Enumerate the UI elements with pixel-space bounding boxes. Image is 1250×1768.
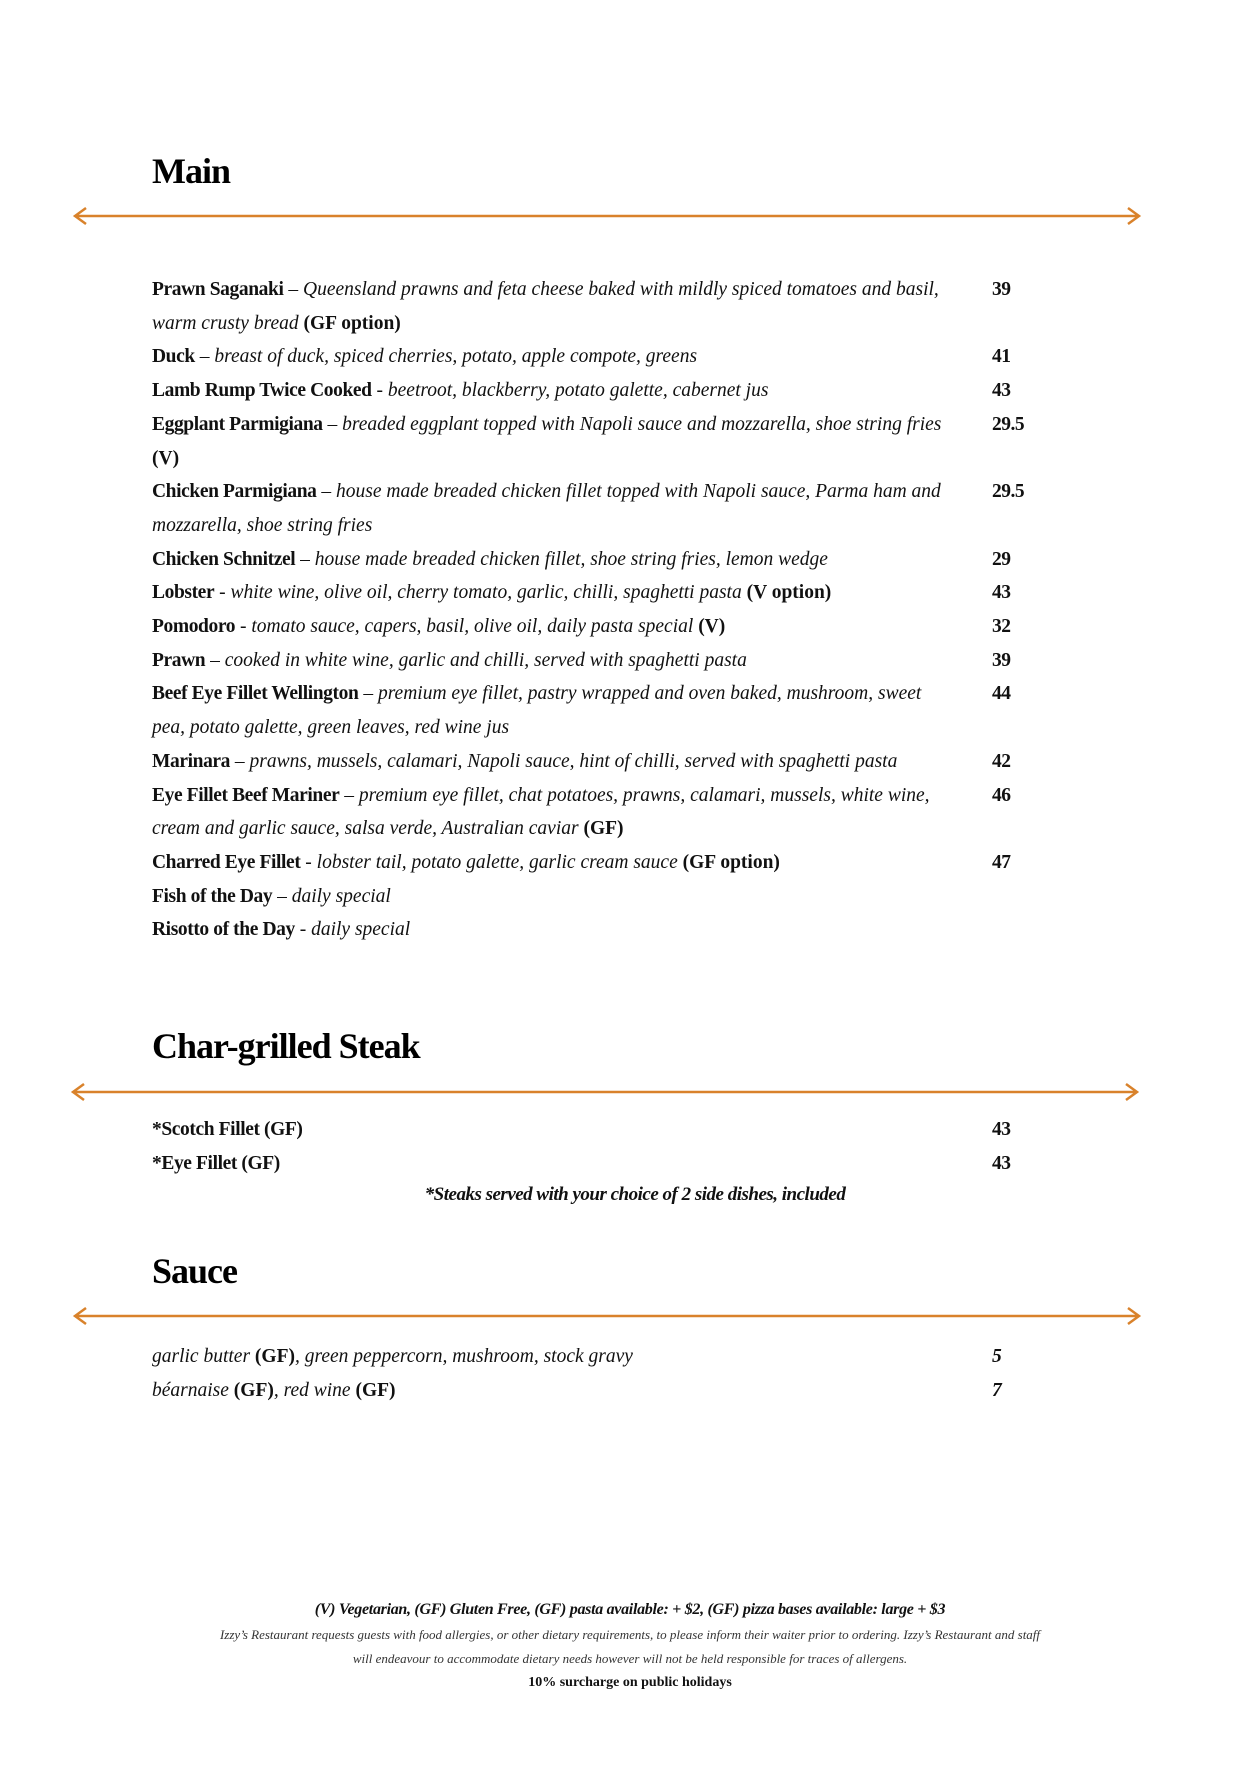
section-title-steak: Char-grilled Steak (152, 1026, 420, 1066)
menu-item-description: tomato sauce, capers, basil, olive oil, daily pasta special (251, 616, 699, 638)
menu-item (152, 374, 1092, 408)
menu-item-name: Chicken Schnitzel (152, 548, 296, 570)
menu-item-price: 41 (992, 346, 1011, 368)
dietary-tag: (V) (152, 447, 180, 469)
menu-item-name: Duck (152, 346, 195, 368)
main-menu-list (152, 273, 1092, 947)
sauce-name: garlic butter (152, 1346, 255, 1367)
menu-item (152, 1147, 1092, 1181)
menu-item-name: Prawn (152, 649, 206, 671)
menu-item-price: 47 (992, 851, 1011, 873)
menu-item-name: Chicken Parmigiana (152, 481, 317, 503)
menu-item (152, 677, 1092, 744)
sauce-price: 5 (992, 1346, 1002, 1367)
menu-item-price: 44 (992, 683, 1011, 705)
menu-item-price: 43 (992, 1152, 1011, 1174)
dietary-tag: (V option) (746, 582, 832, 604)
sauce-menu-list (152, 1340, 1092, 1407)
sauce-name: , green peppercorn, mushroom, stock gravy (295, 1346, 633, 1367)
menu-item-description: Queensland prawns and feta cheese baked with mildly spiced tomatoes and basil, warm crusty bread (152, 279, 939, 334)
menu-item-description: house made breaded chicken fillet, shoe string fries, lemon wedge (314, 548, 828, 570)
menu-item-name: Fish of the Day (152, 885, 273, 907)
menu-item (152, 880, 1092, 914)
section-title-sauce: Sauce (152, 1251, 237, 1291)
menu-item-description: cooked in white wine, garlic and chilli, served with spaghetti pasta (224, 649, 747, 671)
menu-item-separator: – (322, 413, 343, 435)
menu-item-name: Prawn Saganaki (152, 279, 284, 300)
dietary-tag: (GF) (355, 1379, 396, 1401)
menu-item-separator: - (300, 851, 317, 873)
menu-item-description: house made breaded chicken fillet topped with Napoli sauce, Parma ham and mozzarella, shoe string fries (152, 481, 941, 536)
dietary-tag: (GF) (233, 1379, 274, 1401)
menu-item-name: Marinara (152, 750, 231, 772)
menu-item-name: Lamb Rump Twice Cooked (152, 380, 372, 402)
menu-item-price: 29 (992, 548, 1011, 570)
menu-item-description: white wine, olive oil, cherry tomato, garlic, chilli, spaghetti pasta (230, 582, 747, 604)
dietary-tag: (GF option) (303, 312, 401, 334)
menu-item-description: premium eye fillet, chat potatoes, prawns, calamari, mussels, white wine, cream and garlic sauce, salsa verde, Australian caviar (152, 784, 930, 840)
menu-item-separator: – (295, 548, 315, 570)
menu-item (152, 1113, 1092, 1147)
menu-item-price: 43 (992, 1119, 1011, 1140)
section-title-main: Main (152, 151, 231, 191)
menu-item-separator: – (272, 885, 292, 907)
menu-item (152, 745, 1092, 779)
menu-item-name: Lobster (152, 582, 215, 604)
dietary-tag: (GF option) (682, 851, 780, 873)
menu-item-separator: – (205, 649, 225, 671)
menu-item (152, 610, 1092, 644)
menu-footer (150, 1597, 1110, 1695)
menu-item-description: beetroot, blackberry, potato galette, cabernet jus (387, 380, 769, 402)
menu-item-price: 39 (992, 279, 1011, 300)
menu-item-description: lobster tail, potato galette, garlic cream sauce (316, 851, 683, 873)
menu-item-name: Eggplant Parmigiana (152, 413, 323, 435)
dietary-tag: (GF) (254, 1346, 295, 1367)
menu-item-price: 43 (992, 582, 1011, 604)
menu-item-description: daily special (291, 885, 391, 907)
menu-item (152, 475, 1092, 542)
menu-item-name: *Eye Fillet (GF) (152, 1152, 280, 1174)
menu-item (152, 543, 1092, 577)
menu-item-name: Risotto of the Day (152, 919, 295, 941)
menu-item-name: Beef Eye Fillet Wellington (152, 683, 359, 705)
menu-item-description: breaded eggplant topped with Napoli sauce and mozzarella, shoe string fries (342, 413, 942, 435)
menu-item-separator: – (283, 279, 303, 300)
allergy-disclaimer-line1: Izzy’s Restaurant requests guests with food allergies, or other dietary requirements, to please inform their waiter prior to ordering. Izzy’s Restaurant and staff (219, 1627, 1041, 1642)
menu-item-description: breast of duck, spiced cherries, potato, apple compote, greens (214, 346, 698, 368)
menu-item (152, 408, 1092, 475)
menu-item-name: *Scotch Fillet (GF) (152, 1119, 303, 1140)
menu-item-separator: – (316, 481, 337, 503)
menu-item-separator: – (339, 784, 359, 806)
menu-item (152, 779, 1092, 846)
menu-item-separator: - (235, 616, 252, 638)
menu-item-price: 43 (992, 380, 1011, 402)
menu-item-name: Eye Fillet Beef Mariner (152, 784, 340, 806)
menu-item-price: 32 (992, 616, 1011, 638)
menu-item-price: 29.5 (992, 481, 1025, 503)
sauce-price: 7 (992, 1379, 1002, 1401)
steak-note: *Steaks served with your choice of 2 side dishes, included (424, 1184, 846, 1205)
sauce-name: béarnaise (152, 1379, 234, 1401)
menu-item-description: daily special (311, 919, 411, 941)
menu-item-price: 29.5 (992, 413, 1025, 435)
menu-item (152, 913, 1092, 947)
menu-item-description: prawns, mussels, calamari, Napoli sauce, hint of chilli, served with spaghetti pasta (249, 750, 898, 772)
menu-item-description: premium eye fillet, pastry wrapped and oven baked, mushroom, sweet pea, potato galette, green leaves, red wine jus (152, 683, 922, 739)
allergy-disclaimer-line2: will endeavour to accommodate dietary needs however will not be held responsible for traces of allergens. (352, 1651, 908, 1666)
menu-item-price: 42 (992, 750, 1011, 772)
menu-item-separator: - (371, 380, 388, 402)
sauce-item (152, 1340, 1092, 1374)
divider-arrow-sauce (72, 1306, 1142, 1326)
menu-item-separator: - (214, 582, 231, 604)
sauce-name: , red wine (273, 1379, 356, 1401)
divider-arrow-main (72, 206, 1142, 226)
menu-item-name: Charred Eye Fillet (152, 851, 301, 873)
menu-item (152, 846, 1092, 880)
dietary-legend: (V) Vegetarian, (GF) Gluten Free, (GF) pasta available: + $2, (GF) pizza bases available: large + $3 (314, 1601, 946, 1618)
menu-item-separator: – (194, 346, 215, 368)
surcharge-notice: 10% surcharge on public holidays (528, 1675, 732, 1690)
menu-item-separator: – (358, 683, 378, 705)
divider-arrow-steak (70, 1082, 1140, 1102)
menu-item-separator: - (294, 919, 312, 941)
menu-item-price: 46 (992, 784, 1011, 806)
menu-item-name: Pomodoro (152, 616, 236, 638)
menu-item (152, 576, 1092, 610)
menu-item-price: 39 (992, 649, 1011, 671)
menu-item (152, 273, 1092, 340)
menu-item (152, 340, 1092, 374)
dietary-tag: (GF) (583, 818, 624, 840)
sauce-item (152, 1374, 1092, 1408)
steak-menu-list (152, 1113, 1092, 1180)
menu-item-separator: – (230, 750, 250, 772)
menu-item (152, 644, 1092, 678)
dietary-tag: (V) (698, 616, 726, 638)
